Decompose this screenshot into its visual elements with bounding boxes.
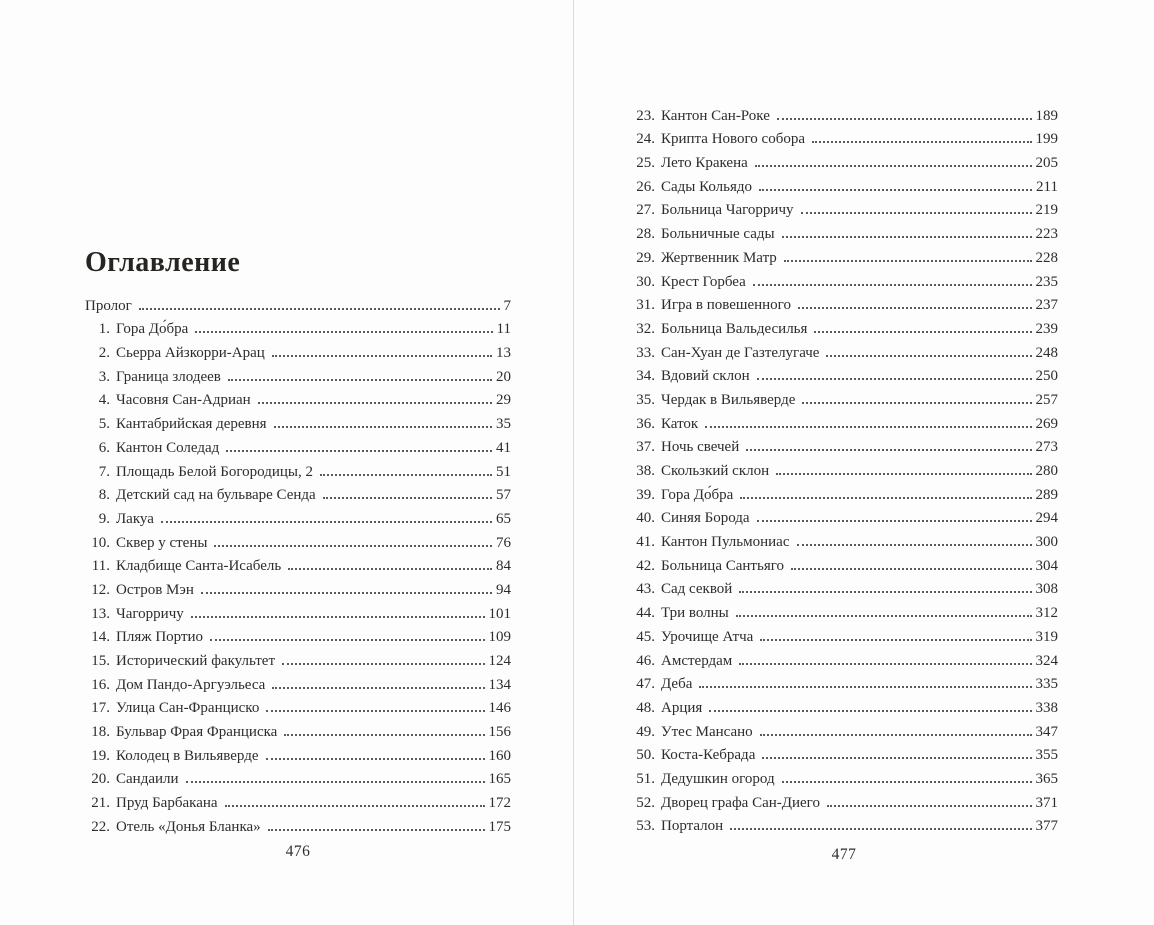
entry-title: Бульвар Фрая Франциска (116, 724, 278, 741)
dot-leader (226, 450, 492, 452)
dot-leader (268, 829, 485, 831)
entry-number: 51. (636, 770, 655, 787)
entry-page-number: 41 (496, 439, 511, 456)
entry-page-number: 319 (1035, 628, 1058, 645)
entry-number: 47. (636, 676, 655, 693)
entry-title: Сад секвой (661, 581, 733, 598)
entry-number: 36. (636, 415, 655, 432)
entry-page-number: 146 (488, 700, 511, 717)
toc-entry (630, 433, 1058, 457)
entry-page-number: 289 (1035, 486, 1058, 503)
entry-page-number: 20 (496, 368, 511, 385)
toc-entry (630, 172, 1058, 196)
entry-title: Порталон (661, 818, 724, 835)
entry-title: Исторический факультет (116, 653, 276, 669)
entry-number: 13. (91, 605, 110, 622)
entry-number: 31. (636, 297, 655, 314)
toc-entry (630, 598, 1058, 622)
entry-number: 24. (636, 131, 655, 148)
entry-title: Деба (661, 676, 693, 693)
entry-number: 42. (636, 557, 655, 574)
entry-title: Каток (661, 415, 699, 432)
entry-number: 53. (636, 818, 655, 835)
entry-title: Скользкий склон (661, 463, 770, 479)
entry-page-number: 29 (496, 392, 511, 409)
toc-entry (630, 693, 1058, 717)
page-number-left: 476 (285, 843, 311, 860)
dot-leader (284, 734, 484, 736)
entry-number: 16. (91, 676, 110, 693)
toc-entry (630, 527, 1058, 551)
toc-entry (85, 575, 511, 599)
entry-title: Отель «Донья Бланка» (116, 818, 261, 835)
toc-entry (85, 433, 511, 457)
dot-leader (798, 307, 1032, 309)
toc-entry (85, 552, 511, 576)
entry-page-number: 13 (496, 345, 511, 362)
dot-leader (730, 828, 1031, 830)
entry-page-number: 94 (496, 581, 511, 598)
entry-page-number: 335 (1035, 676, 1058, 693)
entry-title: Три волны (661, 605, 729, 622)
entry-page-number: 109 (488, 629, 511, 646)
entry-title: Остров Мэн (116, 581, 194, 598)
entry-page-number: 228 (1035, 249, 1058, 266)
dot-leader (782, 781, 1032, 783)
entry-title: Коста-Кебрада (661, 747, 756, 764)
entry-number: 34. (636, 368, 655, 385)
dot-leader (753, 284, 1032, 286)
dot-leader (709, 710, 1031, 712)
toc-entry (630, 314, 1058, 338)
dot-leader (225, 805, 485, 807)
entry-title: Дом Пандо-Аргуэльеса (116, 676, 266, 693)
entry-page-number: 308 (1035, 581, 1058, 598)
dot-leader (266, 758, 485, 760)
dot-leader (323, 497, 492, 499)
toc-entry (85, 504, 511, 528)
entry-title: Сквер у стены (116, 534, 208, 551)
dot-leader (214, 545, 492, 547)
toc-entry (630, 125, 1058, 149)
entry-title: Гора До́бра (116, 321, 189, 338)
entry-page-number: 377 (1035, 818, 1058, 835)
entry-title: Утес Мансано (661, 723, 753, 740)
entry-page-number: 235 (1035, 273, 1058, 290)
toc-entry (630, 741, 1058, 765)
dot-leader (195, 331, 492, 333)
toc-entry (85, 528, 511, 552)
entry-number: 40. (636, 510, 655, 527)
entry-page-number: 338 (1035, 699, 1058, 716)
dot-leader (760, 734, 1032, 736)
toc-entry (630, 504, 1058, 528)
entry-page-number: 219 (1035, 202, 1058, 219)
toc-entry (85, 812, 511, 836)
dot-leader (161, 521, 492, 523)
page-divider (573, 0, 574, 925)
toc-entry (85, 765, 511, 789)
entry-page-number: 371 (1035, 794, 1058, 811)
entry-page-number: 124 (488, 653, 511, 669)
toc-entry (85, 338, 511, 362)
entry-title: Больница Чагорричу (661, 202, 794, 219)
toc-entry (85, 694, 511, 718)
entry-number: 45. (636, 628, 655, 645)
entry-title: Синяя Борода (661, 510, 750, 527)
dot-leader (201, 592, 492, 594)
toc-entry (85, 362, 511, 386)
dot-leader (228, 379, 492, 381)
entry-page-number: 347 (1035, 723, 1058, 740)
entry-page-number: 300 (1035, 534, 1058, 551)
entry-page-number: 76 (496, 534, 511, 551)
entry-number: 19. (91, 747, 110, 764)
entry-number: 37. (636, 439, 655, 456)
dot-leader (776, 473, 1031, 475)
dot-leader (814, 331, 1031, 333)
entry-page-number: 65 (496, 510, 511, 527)
dot-leader (812, 141, 1032, 143)
entry-title: Сан-Хуан де Газтелугаче (661, 344, 820, 361)
entry-page-number: 160 (488, 747, 511, 764)
toc-entry (630, 622, 1058, 646)
entry-number: 43. (636, 581, 655, 598)
entry-page-number: 280 (1035, 463, 1058, 479)
entry-title: Сады Кольядо (661, 178, 753, 195)
toc-entry (630, 291, 1058, 315)
entry-page-number: 365 (1035, 770, 1058, 787)
dot-leader (705, 426, 1031, 428)
entry-page-number: 248 (1035, 344, 1058, 361)
dot-leader (282, 663, 484, 665)
entry-page-number: 156 (488, 724, 511, 741)
entry-number: 20. (91, 771, 110, 788)
entry-page-number: 7 (503, 297, 511, 314)
entry-title: Больница Сантьяго (661, 557, 784, 574)
dot-leader (191, 616, 485, 618)
toc-entry (85, 623, 511, 647)
entry-title: Пролог (85, 297, 132, 314)
dot-leader (736, 615, 1032, 617)
entry-number: 50. (636, 747, 655, 764)
entry-title: Пруд Барбакана (116, 795, 218, 812)
toc-entries-right (630, 101, 1058, 835)
dot-leader (272, 687, 484, 689)
dot-leader (782, 236, 1032, 238)
entry-number: 25. (636, 155, 655, 172)
toc-entry (85, 741, 511, 765)
dot-leader (759, 189, 1032, 191)
toc-entry (85, 599, 511, 623)
entry-number: 14. (91, 629, 110, 646)
entry-page-number: 211 (1036, 178, 1058, 195)
entry-number: 21. (91, 795, 110, 812)
entry-number: 44. (636, 605, 655, 622)
entry-title: Больница Вальдесилья (661, 320, 808, 337)
entry-title: Граница злодеев (116, 368, 221, 385)
entry-number: 4. (98, 392, 110, 409)
entry-number: 10. (91, 534, 110, 551)
entry-page-number: 304 (1035, 557, 1058, 574)
dot-leader (826, 355, 1031, 357)
dot-leader (791, 568, 1032, 570)
entry-number: 9. (98, 510, 110, 527)
entry-page-number: 355 (1035, 747, 1058, 764)
toc-entry (630, 219, 1058, 243)
entry-number: 32. (636, 320, 655, 337)
entry-page-number: 134 (488, 676, 511, 693)
entry-page-number: 84 (496, 558, 511, 575)
entry-title: Сьерра Айзкорри-Арац (116, 345, 265, 362)
entry-title: Крипта Нового собора (661, 131, 805, 148)
dot-leader (777, 118, 1032, 120)
entry-number: 8. (98, 487, 110, 504)
entry-page-number: 205 (1035, 155, 1058, 172)
entry-title: Лето Кракена (661, 155, 748, 172)
dot-leader (739, 591, 1031, 593)
entry-number: 29. (636, 249, 655, 266)
toc-entry (85, 646, 511, 670)
toc-entry (85, 788, 511, 812)
dot-leader (272, 355, 492, 357)
entry-title: Крест Горбеа (661, 273, 746, 290)
entry-number: 23. (636, 107, 655, 124)
entry-title: Жертвенник Матр (661, 249, 777, 266)
dot-leader (740, 497, 1031, 499)
entry-title: Кантон Сан-Роке (661, 107, 770, 124)
entry-title: Площадь Белой Богородицы, 2 (116, 463, 314, 480)
entry-title: Ночь свечей (661, 439, 740, 456)
entry-page-number: 11 (496, 321, 511, 338)
entry-title: Арция (661, 699, 703, 716)
entry-page-number: 223 (1035, 226, 1058, 243)
entry-title: Чагорричу (116, 605, 184, 622)
toc-entry (630, 551, 1058, 575)
toc-entry (85, 291, 511, 315)
entry-number: 18. (91, 724, 110, 741)
toc-entry (630, 409, 1058, 433)
toc-entry (85, 481, 511, 505)
entry-number: 6. (98, 439, 110, 456)
entry-title: Вдовий склон (661, 368, 750, 385)
entry-title: Больничные сады (661, 226, 775, 243)
entry-number: 35. (636, 391, 655, 408)
entry-title: Улица Сан-Франциско (116, 700, 260, 717)
entry-number: 46. (636, 652, 655, 669)
entry-number: 52. (636, 794, 655, 811)
toc-entry (85, 457, 511, 481)
toc-entry (630, 267, 1058, 291)
entry-page-number: 237 (1035, 297, 1058, 314)
toc-entry (85, 717, 511, 741)
toc-entry (630, 338, 1058, 362)
toc-entry (630, 362, 1058, 386)
entry-page-number: 257 (1035, 391, 1058, 408)
entry-page-number: 101 (488, 605, 511, 622)
dot-leader (757, 378, 1032, 380)
entry-page-number: 165 (488, 771, 511, 788)
toc-entry (85, 670, 511, 694)
toc-entry (630, 812, 1058, 836)
entry-title: Кантон Соледад (116, 439, 220, 456)
toc-entry (630, 764, 1058, 788)
dot-leader (739, 663, 1031, 665)
entry-number: 11. (91, 558, 110, 575)
dot-leader (802, 402, 1031, 404)
entry-title: Детский сад на бульваре Сенда (116, 487, 316, 504)
page-number-right: 477 (831, 846, 857, 863)
entry-title: Часовня Сан-Адриан (116, 392, 251, 409)
entry-number: 17. (91, 700, 110, 717)
dot-leader (757, 520, 1032, 522)
toc-entry (630, 575, 1058, 599)
dot-leader (210, 639, 484, 641)
entry-number: 49. (636, 723, 655, 740)
dot-leader (186, 781, 485, 783)
dot-leader (258, 402, 492, 404)
entry-title: Урочище Атча (661, 628, 754, 645)
entry-number: 3. (98, 368, 110, 385)
entry-number: 1. (98, 321, 110, 338)
entry-number: 30. (636, 273, 655, 290)
entry-page-number: 51 (496, 463, 511, 480)
toc-entry (630, 196, 1058, 220)
entry-page-number: 312 (1035, 605, 1058, 622)
right-page (630, 0, 1058, 925)
entry-page-number: 189 (1035, 107, 1058, 124)
toc-entry (630, 480, 1058, 504)
toc-entry (630, 148, 1058, 172)
entry-page-number: 175 (488, 818, 511, 835)
entry-title: Кантабрийская деревня (116, 416, 267, 433)
toc-entry (630, 385, 1058, 409)
entry-title: Дворец графа Сан-Диего (661, 794, 820, 811)
entry-number: 33. (636, 344, 655, 361)
entry-title: Кладбище Санта-Исабель (116, 558, 282, 575)
entry-page-number: 199 (1035, 131, 1058, 148)
toc-entry (85, 315, 511, 339)
toc-entry (630, 101, 1058, 125)
dot-leader (760, 639, 1031, 641)
entry-title: Гора До́бра (661, 486, 734, 503)
toc-entry (630, 717, 1058, 741)
entry-number: 27. (636, 202, 655, 219)
entry-page-number: 324 (1035, 652, 1058, 669)
entry-title: Дедушкин огород (661, 770, 775, 787)
entry-number: 22. (91, 818, 110, 835)
toc-entry (85, 409, 511, 433)
entry-title: Колодец в Вильяверде (116, 747, 259, 764)
entry-number: 38. (636, 463, 655, 479)
toc-entry (630, 646, 1058, 670)
entry-title: Кантон Пульмониас (661, 534, 790, 551)
entry-page-number: 35 (496, 416, 511, 433)
dot-leader (288, 568, 492, 570)
entry-title: Пляж Портио (116, 629, 204, 646)
dot-leader (827, 805, 1032, 807)
dot-leader (274, 426, 492, 428)
dot-leader (266, 710, 484, 712)
dot-leader (762, 757, 1031, 759)
entry-page-number: 172 (488, 795, 511, 812)
entry-number: 41. (636, 534, 655, 551)
entry-number: 48. (636, 699, 655, 716)
toc-title: Оглавление (85, 247, 241, 278)
dot-leader (139, 308, 500, 310)
toc-entry (630, 456, 1058, 480)
dot-leader (801, 212, 1032, 214)
entry-number: 5. (98, 416, 110, 433)
toc-entry (630, 788, 1058, 812)
entry-number: 2. (98, 345, 110, 362)
entry-title: Сандаили (116, 771, 179, 788)
entry-title: Чердак в Вильяверде (661, 391, 796, 408)
entry-number: 39. (636, 486, 655, 503)
entry-page-number: 273 (1035, 439, 1058, 456)
toc-entry (85, 386, 511, 410)
toc-entry (630, 670, 1058, 694)
entry-number: 26. (636, 178, 655, 195)
entry-number: 12. (91, 581, 110, 598)
toc-entry (630, 243, 1058, 267)
toc-entries-left (85, 291, 511, 836)
dot-leader (784, 260, 1032, 262)
left-page (85, 0, 511, 925)
entry-page-number: 294 (1035, 510, 1058, 527)
entry-page-number: 250 (1035, 368, 1058, 385)
entry-number: 15. (91, 653, 110, 669)
entry-page-number: 57 (496, 487, 511, 504)
dot-leader (755, 165, 1032, 167)
dot-leader (746, 449, 1031, 451)
entry-page-number: 239 (1035, 320, 1058, 337)
dot-leader (797, 544, 1032, 546)
dot-leader (699, 686, 1031, 688)
entry-title: Игра в повешенного (661, 297, 791, 314)
dot-leader (320, 474, 492, 476)
entry-page-number: 269 (1035, 415, 1058, 432)
entry-title: Амстердам (661, 652, 733, 669)
entry-number: 7. (98, 463, 110, 480)
entry-title: Лакуа (116, 510, 154, 527)
entry-number: 28. (636, 226, 655, 243)
